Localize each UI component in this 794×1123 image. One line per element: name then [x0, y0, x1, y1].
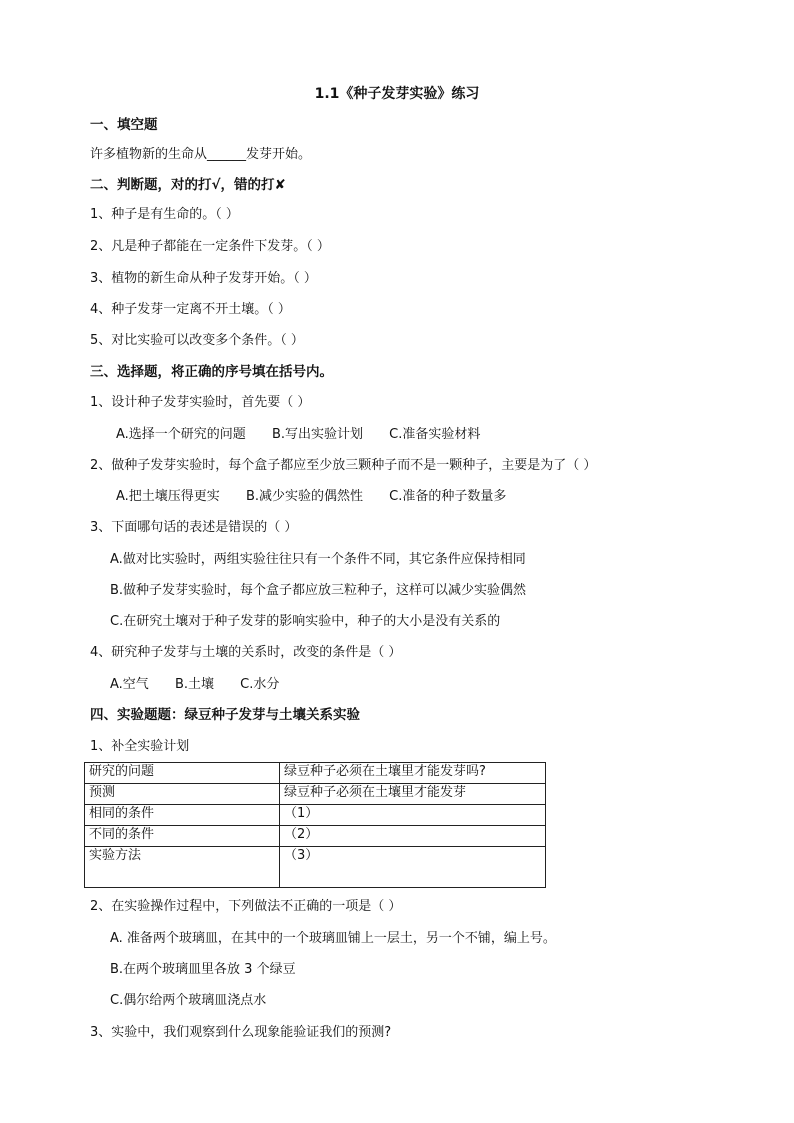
- section4-heading: 四、实验题题：绿豆种子发芽与土壤关系实验: [90, 707, 360, 723]
- choice-option: C.准备实验材料: [389, 427, 481, 442]
- choice-option: B.在两个玻璃皿里各放 3 个绿豆: [110, 962, 296, 977]
- choice-option: A.把土壤压得更实: [116, 489, 220, 504]
- judge-item-2: 2、凡是种子都能在一定条件下发芽。（ ）: [90, 239, 330, 254]
- choice-q4-stem: 4、研究种子发芽与土壤的关系时，改变的条件是（ ）: [90, 645, 402, 660]
- experiment-plan-table: [84, 762, 546, 888]
- section1-heading: 一、填空题: [90, 117, 158, 133]
- choice-q4-options: [110, 676, 301, 694]
- judge-item-3: 3、植物的新生命从种子发芽开始。（ ）: [90, 271, 317, 286]
- choice-option: A.空气: [110, 677, 149, 692]
- table-cell: （3）: [280, 847, 546, 888]
- table-cell: （1）: [280, 805, 546, 826]
- choice-q3-stem: 3、下面哪句话的表述是错误的（ ）: [90, 520, 298, 535]
- choice-q2-stem: 2、做种子发芽实验时，每个盒子都应至少放三颗种子而不是一颗种子，主要是为了（ ）: [90, 458, 597, 473]
- table-cell: 相同的条件: [85, 805, 280, 826]
- choice-option: B.土壤: [174, 677, 215, 692]
- table-row: [85, 847, 546, 888]
- section2-heading: 二、判断题，对的打√，错的打✘: [90, 177, 286, 193]
- choice-option: B.写出实验计划: [271, 427, 364, 442]
- judge-item-4: 4、种子发芽一定离不开土壤。（ ）: [90, 302, 291, 317]
- choice-option: A. 准备两个玻璃皿，在其中的一个玻璃皿铺上一层土，另一个不铺，编上号。: [110, 931, 556, 946]
- table-cell: 实验方法: [85, 847, 280, 888]
- table-row: [85, 784, 546, 805]
- table-cell: 绿豆种子必须在土壤里才能发芽吗?: [280, 763, 546, 784]
- experiment-q1: 1、补全实验计划: [90, 739, 190, 754]
- table-cell: 不同的条件: [85, 826, 280, 847]
- choice-q2-options: [116, 488, 528, 506]
- choice-option: B.做种子发芽实验时，每个盒子都应放三粒种子，这样可以减少实验偶然: [110, 583, 527, 598]
- page-title: 1.1《种子发芽实验》练习: [314, 86, 480, 102]
- table-cell: 研究的问题: [85, 763, 280, 784]
- experiment-q2-stem: 2、在实验操作过程中，下列做法不正确的一项是（ ）: [90, 899, 402, 914]
- choice-option: A.做对比实验时，两组实验往往只有一个条件不同，其它条件应保持相同: [110, 552, 526, 567]
- fill-blank-question: 许多植物新的生命从______发芽开始。: [90, 147, 312, 162]
- table-row: [85, 763, 546, 784]
- table-row: [85, 805, 546, 826]
- choice-option: A.选择一个研究的问题: [116, 427, 246, 442]
- table-cell: 预测: [85, 784, 280, 805]
- table-cell: 绿豆种子必须在土壤里才能发芽: [280, 784, 546, 805]
- choice-q1-stem: 1、设计种子发芽实验时，首先要（ ）: [90, 395, 311, 410]
- table-cell: （2）: [280, 826, 546, 847]
- judge-item-5: 5、对比实验可以改变多个条件。（ ）: [90, 333, 304, 348]
- choice-option: C.水分: [240, 677, 280, 692]
- choice-option: C.准备的种子数量多: [389, 489, 507, 504]
- section3-heading: 三、选择题，将正确的序号填在括号内。: [90, 364, 333, 380]
- judge-item-1: 1、种子是有生命的。（ ）: [90, 207, 239, 222]
- choice-option: B.减少实验的偶然性: [245, 489, 364, 504]
- experiment-q3: 3、实验中，我们观察到什么现象能验证我们的预测?: [90, 1025, 392, 1040]
- choice-q1-options: [116, 426, 502, 444]
- choice-option: C.在研究土壤对于种子发芽的影响实验中，种子的大小是没有关系的: [110, 614, 501, 629]
- choice-option: C.偶尔给两个玻璃皿浇点水: [110, 993, 267, 1008]
- table-row: [85, 826, 546, 847]
